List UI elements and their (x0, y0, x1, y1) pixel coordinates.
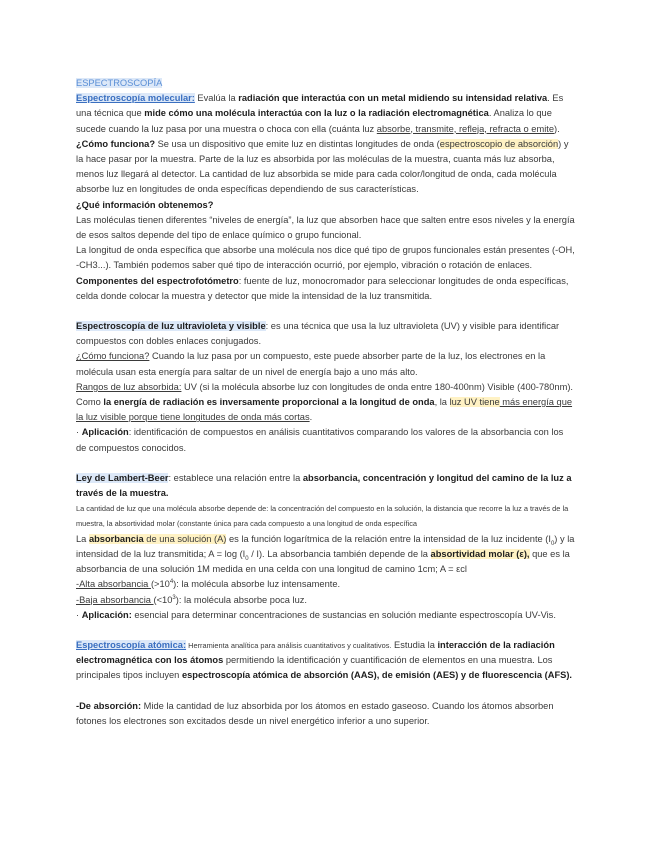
bold-text: interacción de la radiación electromagnética con los átomos (76, 639, 555, 666)
section-uv-intro (76, 319, 576, 349)
section-lambert-absorbance (76, 532, 576, 578)
section-lambert-application (76, 608, 576, 623)
section-uv-ranges (76, 380, 576, 395)
text: Estudia la (391, 639, 438, 650)
underlined-text: Rangos de luz absorbida: (76, 381, 182, 392)
text: . Es una técnica que (76, 93, 564, 119)
highlighted-bold-text: absorbancia (88, 533, 144, 544)
bold-text: Aplicación (81, 427, 129, 438)
underlined-text: -Alta absorbancia (76, 579, 151, 590)
text: : es una técnica que usa la luz ultravioleta (UV) y visible para identificar compuestos con dobles enlaces conjugados. (76, 321, 560, 347)
subscript: 0 (550, 540, 555, 547)
text: · (76, 427, 82, 438)
heading-lambert-beer: Ley de Lambert-Beer (76, 472, 169, 483)
text: Cuando la luz pasa por un compuesto, este puede absorber parte de la luz, los electrones en la molécula usan esta energía para saltar de un nivel de energía bajo a uno más alto. (76, 351, 546, 377)
bold-text: la energía de radiación es inversamente proporcional a la longitud de onda (103, 397, 435, 408)
paragraph: Las moléculas tienen diferentes “niveles de energía”, la luz que absorben hace que salten entre esos niveles y la energía de esos saltos depende del tipo de enlace químico o grupo funcional. (76, 214, 575, 241)
text: . Analiza lo que sucede cuando la luz pasa por una muestra o choca con ella (cuánta luz (76, 108, 552, 134)
section-lambert-intro (76, 471, 576, 501)
bold-text: Componentes del espectrofotómetro (76, 275, 239, 286)
heading-molecular: Espectroscopía molecular: (76, 93, 195, 104)
text: / I). La absorbancia también depende de la (248, 548, 431, 559)
text: : establece una relación entre la (168, 472, 303, 483)
heading-atomic: Espectroscopía atómica: (76, 639, 187, 650)
text: , la (434, 397, 450, 408)
text: (>10 (150, 579, 170, 590)
superscript: 4 (169, 579, 174, 586)
bold-text: absorbancia, concentración y longitud del camino de la luz a través de la muestra. (76, 472, 572, 499)
section-atomic-absorption (76, 699, 576, 729)
bold-text: espectroscopía atómica de absorción (AAS), de emisión (AES) y de fluorescencia (AFS). (181, 670, 573, 681)
highlighted-text: luz UV tiene (449, 397, 500, 408)
section-molecular-components (76, 274, 576, 304)
text: Como (76, 397, 104, 408)
document-title (76, 76, 576, 91)
text: : fuente de luz, monocromador para seleccionar longitudes de onda específicas, celda donde colocar la muestra y detector que mide la intensidad de la luz transmitida. (76, 275, 569, 301)
highlighted-text: de una solución (A) (143, 533, 227, 544)
text: (<10 (153, 594, 173, 605)
highlighted-bold-text: absortividad molar (ε), (430, 548, 530, 559)
text: que es la absorbancia de una solución 1M medida en una celda con una longitud de camino 1cm; A = εcl (76, 548, 570, 575)
section-lambert-high (76, 577, 576, 592)
highlighted-text: espectroscopio de absorción (439, 138, 559, 149)
underlined-text: ¿Cómo funciona? (76, 351, 150, 362)
text: : identificación de compuestos en análisis cuantitativos comparando los valores de la absorbancia con los de compuestos conocidos. (76, 427, 564, 453)
subscript: 0 (245, 555, 249, 562)
text: ): la molécula absorbe poca luz. (175, 594, 308, 605)
spacer (76, 304, 576, 319)
paragraph: La longitud de onda específica que absorbe una molécula nos dice qué tipo de grupos funcionales están presentes (-OH, -CH3...). También podemos saber qué tipo de interacción ocurrió, por ejemplo, vibración o rotación de enlaces. (76, 245, 575, 271)
text: · (76, 609, 82, 620)
section-lambert-small-note: La cantidad de luz que una molécula absorbe depende de: la concentración del compuesto en la solución, la distancia que recorre la luz a través de la muestra, la absortividad molar (constante única para cada compuesto a una longitud de onda específica (76, 504, 569, 529)
section-atomic-intro (76, 638, 576, 684)
section-molecular-info-heading (76, 198, 576, 213)
underlined-text: -Baja absorbancia (76, 594, 154, 605)
bold-text: mide cómo una molécula interactúa con la luz o la radiación electromagnética (144, 108, 489, 119)
underlined-text: más energía que la luz visible porque tiene longitudes de onda más cortas (76, 397, 573, 423)
title-text: ESPECTROSCOPÍA (76, 78, 163, 88)
text: esencial para determinar concentraciones de sustancias en solución mediante espectroscopía UV-Vis. (131, 609, 556, 620)
text: UV (si la molécula absorbe luz con longitudes de onda entre 180-400nm) Visible (400-780nm). (181, 381, 573, 392)
superscript: 3 (172, 594, 176, 601)
text: Se usa un dispositivo que emite luz en distintas longitudes de onda ( (155, 138, 440, 149)
text: permitiendo la identificación y cuantificación de elementos en una muestra. Los principales tipos incluyen (76, 655, 553, 681)
text: ) y la hace pasar por la muestra. Parte de la luz es absorbida por las moléculas de la muestra, cuanta más luz absorba, menos luz llegará al detector. La cantidad de luz absorbida se mide para cada color/longitud de onda, cada molécula absorbe luz en longitudes de onda específicas dependiendo de sus características. (76, 138, 569, 195)
bold-text: Aplicación: (81, 609, 132, 620)
bold-text: radiación que interactúa con un metal midiendo su intensidad relativa (238, 93, 548, 104)
text: ): la molécula absorbe luz intensamente. (173, 579, 341, 590)
text: es la función logarítmica de la relación entre la intensidad de la luz incidente (I (226, 533, 551, 544)
bold-text: -De absorción: (76, 700, 142, 711)
document-body (76, 76, 576, 729)
spacer (76, 684, 576, 699)
text: Evalúa la (194, 93, 239, 104)
section-lambert-low (76, 593, 576, 608)
text: ). (554, 123, 560, 134)
section-uv-how (76, 349, 576, 379)
section-uv-application (76, 425, 576, 455)
underlined-text: absorbe, transmite, refleja, refracta o emite (376, 123, 555, 134)
small-text: Herramienta analítica para análisis cuantitativos y cualitativos. (186, 640, 392, 650)
text: . (309, 412, 313, 423)
spacer (76, 623, 576, 638)
section-uv-energy (76, 395, 576, 425)
question-heading: ¿Qué información obtenemos? (76, 199, 214, 210)
heading-uv-vis: Espectroscopía de luz ultravioleta y visible (76, 321, 266, 332)
text: ) y la intensidad de la luz transmitida; A = log (I (76, 533, 575, 559)
text: La (76, 533, 89, 544)
text: Mide la cantidad de luz absorbida por los átomos en estado gaseoso. Cuando los átomos absorben fotones los electrones son excitados desde un nivel energético inferior a uno superior. (76, 700, 554, 726)
section-molecular-intro (76, 91, 576, 137)
section-molecular-how (76, 137, 576, 198)
question-heading: ¿Cómo funciona? (76, 138, 156, 149)
spacer (76, 456, 576, 471)
